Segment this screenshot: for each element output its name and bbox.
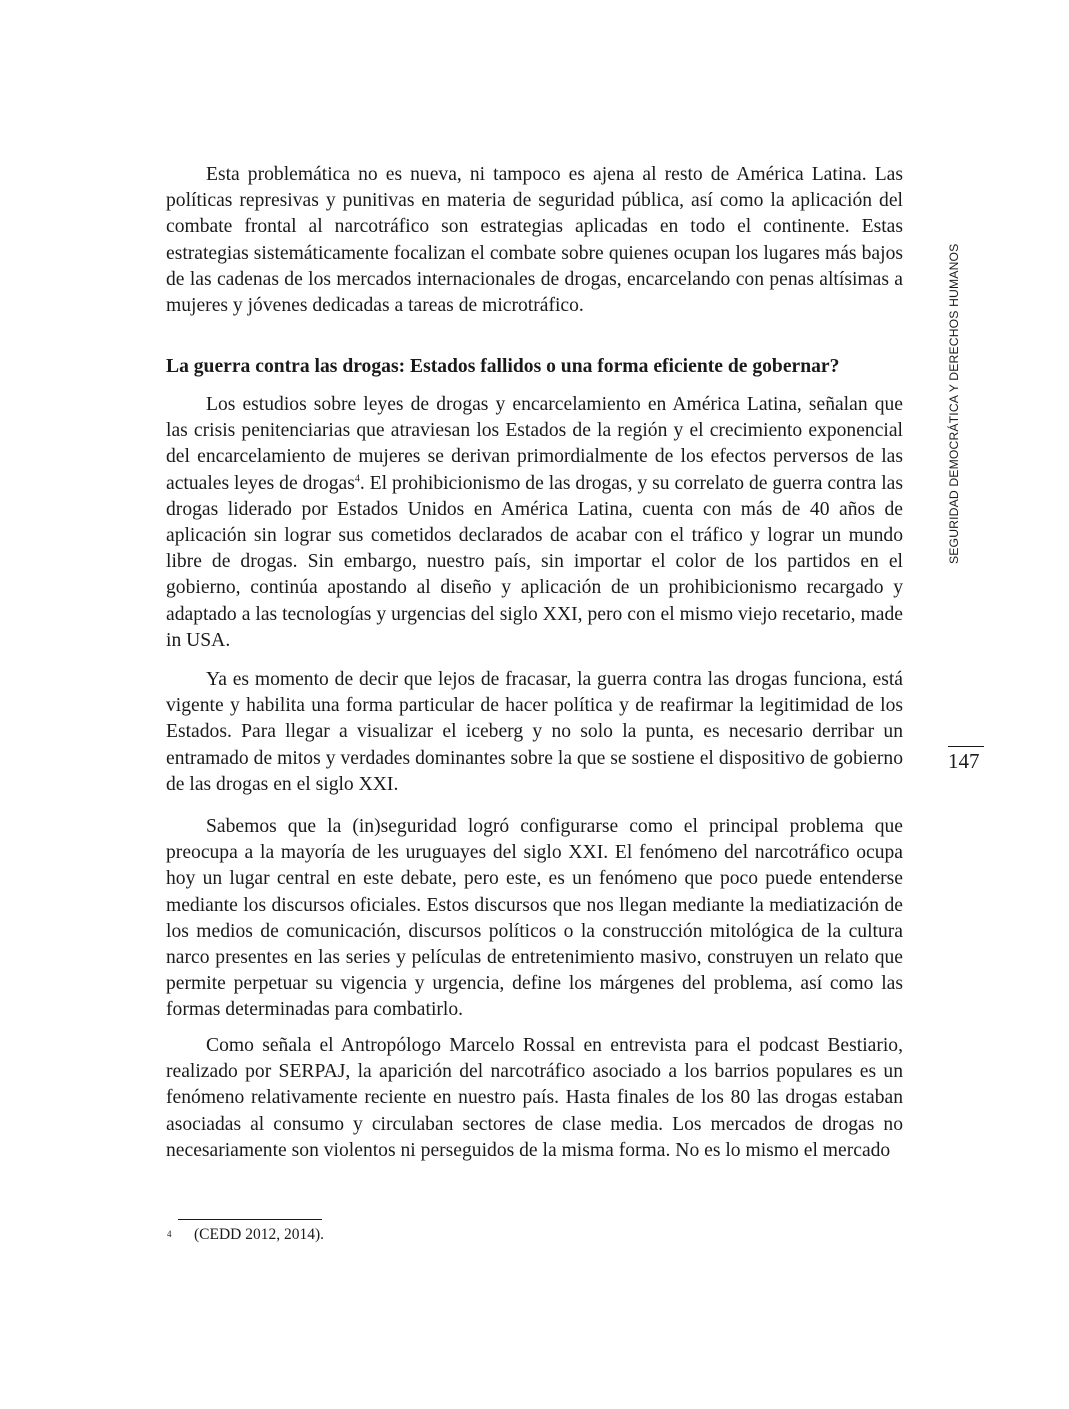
- body-paragraph: Como señala el Antropólogo Marcelo Rossal en entrevista para el podcast Bestiario, realizado por SERPAJ, la aparición del narcotráfico asociado a los barrios populares es un fenómeno relativamente reciente en nuestro país. Hasta finales de los 80 las drogas estaban asociadas al consumo y circulaban sectores de clase media. Los mercados de drogas no necesariamente son violentos ni perseguidos de la misma forma. No es lo mismo el mercado: [166, 1035, 903, 1161]
- body-paragraph: Ya es momento de decir que lejos de fracasar, la guerra contra las drogas funciona, está vigente y habilita una forma particular de hacer política y de reafirmar la legitimidad de los Estados. Para llegar a visualizar el iceberg y no solo la punta, es necesario derribar un entramado de mitos y verdades dominantes sobre la que se sostiene el dispositivo de gobierno de las drogas en el siglo XXI.: [166, 669, 903, 795]
- footnote-mark: 4: [167, 1229, 172, 1239]
- running-head: SEGURIDAD DEMOCRÁTICA Y DERECHOS HUMANOS: [947, 243, 961, 564]
- page-number-rule: [948, 746, 984, 747]
- section-heading: La guerra contra las drogas: Estados fallidos o una forma eficiente de gobernar?: [166, 356, 840, 377]
- footnote-separator: [178, 1219, 322, 1220]
- body-paragraph: Esta problemática no es nueva, ni tampoco es ajena al resto de América Latina. Las políticas represivas y punitivas en materia de seguridad pública, así como la aplicación del combate frontal al narcotráfico son estrategias aplicadas en todo el continente. Estas estrategias sistemáticamente focalizan el combate sobre quienes ocupan los lugares más bajos de las cadenas de los mercados internacionales de drogas, encarcelando con penas altísimas a mujeres y jóvenes dedicadas a tareas de microtráfico.: [166, 164, 903, 317]
- paragraph-text: . El prohibicionismo de las drogas, y su correlato de guerra contra las drogas liderado por Estados Unidos en América Latina, cuenta con más de 40 años de aplicación sin lograr sus cometidos declarados de acabar con el tráfico y lograr un mundo libre de drogas. Sin embargo, nuestro país, sin importar el color de los partidos en el gobierno, continúa apostando al diseño y aplicación de un prohibicionismo recargado y adaptado a las tecnologías y urgencias del siglo XXI, pero con el mismo viejo recetario, made in USA.: [166, 472, 903, 651]
- footnote-reference[interactable]: 4: [354, 473, 360, 485]
- page-number: 147: [948, 749, 980, 773]
- paragraph-text: Los estudios sobre leyes de drogas y encarcelamiento en América Latina, señalan que las crisis penitenciarias que atraviesan los Estados de la región y el crecimiento exponencial del encarcelamiento de mujeres se derivan primordialmente de los efectos perversos de las actuales leyes de drogas: [166, 394, 903, 494]
- body-paragraph: [166, 392, 903, 654]
- body-paragraph: Sabemos que la (in)seguridad logró configurarse como el principal problema que preocupa a la mayoría de les uruguayes del siglo XXI. El fenómeno del narcotráfico ocupa hoy un lugar central en este debate, pero este, es un fenómeno que poco puede entenderse mediante los discursos oficiales. Estos discursos que nos llegan mediante la mediatización de los medios de comunicación, discursos políticos o la construcción mitológica de la cultura narco presentes en las series y películas de entretenimiento masivo, construyen un relato que permite perpetuar su vigencia y urgencia, define los márgenes del problema, así como las formas determinadas para combatirlo.: [166, 816, 903, 1021]
- footnote-text: (CEDD 2012, 2014).: [194, 1226, 325, 1243]
